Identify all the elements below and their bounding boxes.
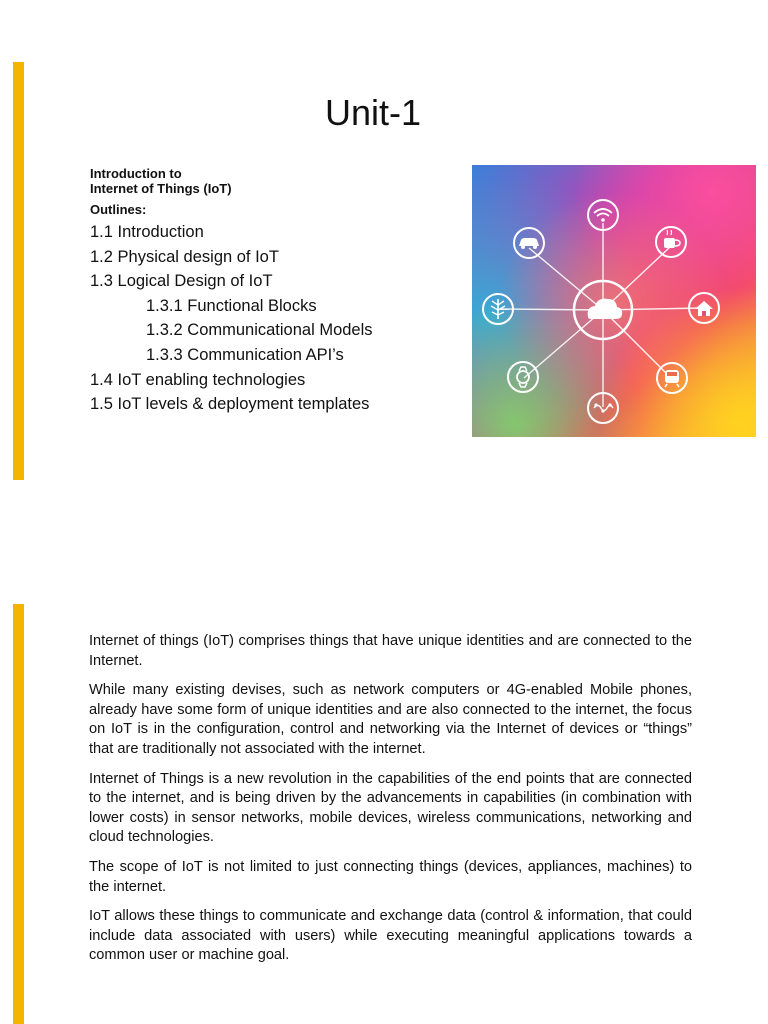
paragraph: The scope of IoT is not limited to just connecting things (devices, appliances, machines) to the internet. [89, 858, 692, 895]
paragraph: Internet of Things is a new revolution in the capabilities of the end points that are connected to the internet, and is being driven by the advancements in capabilities (in combination with lower costs) in sensor networks, mobile devices, wireless communications, networking and cloud technologies. [89, 770, 692, 846]
outline-subitem: 1.3.2 Communicational Models [146, 321, 373, 340]
outline-label: Outlines: [90, 202, 147, 217]
outline-item: 1.5 IoT levels & deployment templates [90, 395, 370, 414]
intro-heading [90, 166, 232, 196]
outline-item: 1.4 IoT enabling technologies [90, 370, 306, 389]
outline-item: 1.1 Introduction [90, 223, 204, 241]
paragraph: IoT allows these things to communicate and exchange data (control & information, that could include data associated with users) while executing meaningful applications towards a common user or machine goal. [89, 908, 692, 964]
slide-title: Unit-1 [324, 92, 422, 133]
slide-2 [0, 604, 768, 1024]
accent-bar [13, 604, 24, 1024]
paragraph: While many existing devises, such as network computers or 4G-enabled Mobile phones, already have some form of unique identities and are also connected to the internet, the focus on IoT is in the configuration, control and networking via the Internet of devices or “things” that are traditionally not associated with the internet. [89, 682, 692, 757]
outline-item: 1.3 Logical Design of IoT [90, 272, 273, 291]
slide-1 [0, 62, 768, 480]
outline-item: 1.2 Physical design of IoT [90, 247, 279, 266]
paragraph: Internet of things (IoT) comprises things that have unique identities and are connected to the Internet. [89, 633, 692, 669]
intro-line-2: Internet of Things (IoT) [90, 181, 232, 196]
intro-line-1: Introduction to [90, 166, 182, 181]
iot-network-image [472, 165, 756, 437]
outline-list [90, 220, 373, 417]
outline-subitem: 1.3.1 Functional Blocks [146, 296, 317, 315]
body-text [89, 632, 692, 976]
outline-subitem: 1.3.3 Communication API’s [146, 345, 344, 364]
